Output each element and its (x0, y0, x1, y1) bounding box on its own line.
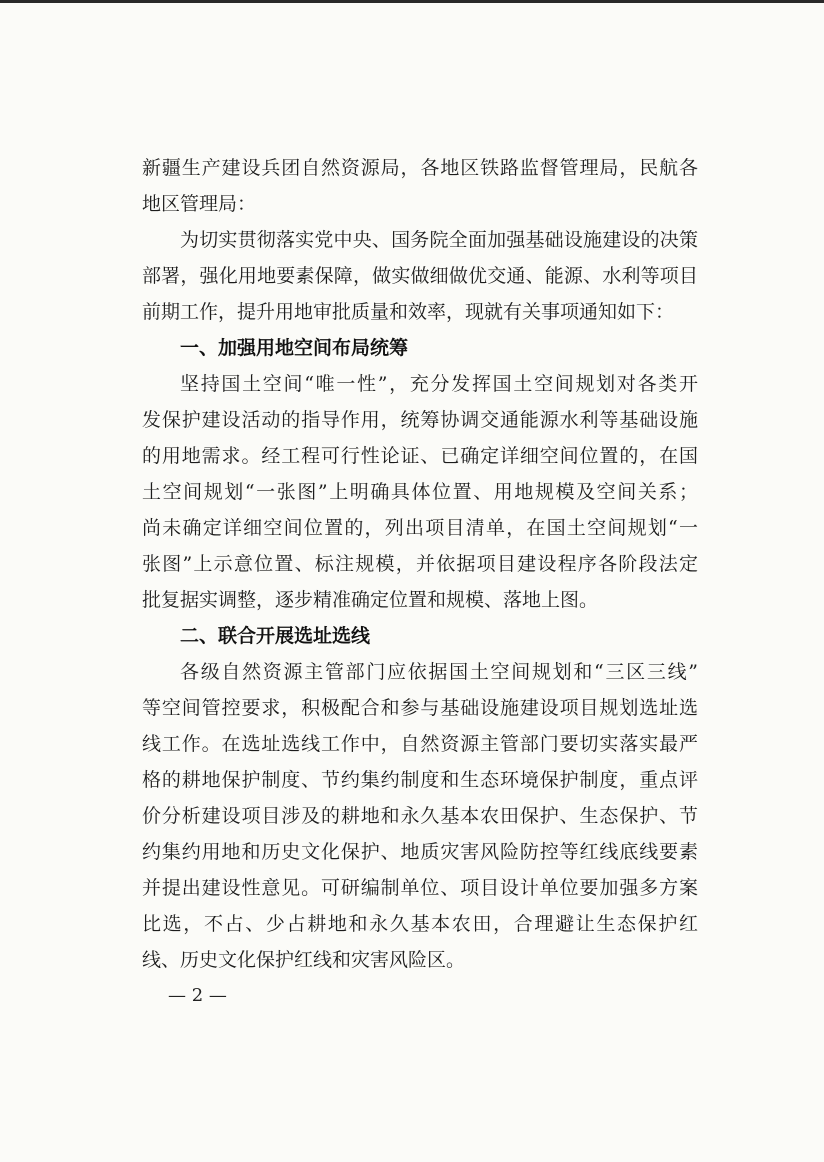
section-2-paragraph (142, 654, 698, 978)
section-1-paragraph (142, 366, 698, 618)
section-heading-1: 一、加强用地空间布局统筹 (180, 337, 409, 359)
text-line: 为切实贯彻落实党中央、国务院全面加强基础设施建设的决策 (180, 229, 698, 251)
text-line: 等空间管控要求，积极配合和参与基础设施建设项目规划选址选 (142, 697, 698, 719)
page-number: — 2 — (168, 985, 227, 1006)
text-line: 比选，不占、少占耕地和永久基本农田，合理避让生态保护红 (142, 913, 698, 935)
text-line: 批复据实调整，逐步精准确定位置和规模、落地上图。 (142, 589, 599, 611)
text-line: 线工作。在选址选线工作中，自然资源主管部门要切实落实最严 (142, 733, 698, 755)
document-body (142, 150, 698, 978)
text-line: 价分析建设项目涉及的耕地和永久基本农田保护、生态保护、节 (142, 805, 698, 827)
text-line: 并提出建设性意见。可研编制单位、项目设计单位要加强多方案 (142, 877, 698, 899)
text-line: 张图”上示意位置、标注规模，并依据项目建设程序各阶段法定 (142, 553, 698, 575)
text-line: 前期工作，提升用地审批质量和效率，现就有关事项通知如下： (142, 301, 675, 323)
text-line: 部署，强化用地要素保障，做实做细做优交通、能源、水利等项目 (142, 265, 698, 287)
address-paragraph (142, 150, 698, 222)
intro-paragraph (142, 222, 698, 330)
top-border-line (0, 0, 824, 3)
text-line: 线、历史文化保护红线和灾害风险区。 (142, 949, 466, 971)
text-line: 坚持国土空间“唯一性”，充分发挥国土空间规划对各类开 (180, 373, 698, 395)
text-line: 约集约用地和历史文化保护、地质灾害风险防控等红线底线要素 (142, 841, 698, 863)
text-line: 新疆生产建设兵团自然资源局，各地区铁路监督管理局，民航各 (142, 157, 698, 179)
text-line: 土空间规划“一张图”上明确具体位置、用地规模及空间关系； (142, 481, 698, 503)
section-heading-2: 二、联合开展选址选线 (180, 625, 371, 647)
text-line: 的用地需求。经工程可行性论证、已确定详细空间位置的，在国 (142, 445, 698, 467)
text-line: 发保护建设活动的指导作用，统筹协调交通能源水利等基础设施 (142, 409, 698, 431)
text-line: 尚未确定详细空间位置的，列出项目清单，在国土空间规划“一 (142, 517, 698, 539)
text-line: 地区管理局： (142, 193, 257, 215)
text-line: 各级自然资源主管部门应依据国土空间规划和“三区三线” (180, 661, 698, 683)
text-line: 格的耕地保护制度、节约集约制度和生态环境保护制度，重点评 (142, 769, 698, 791)
